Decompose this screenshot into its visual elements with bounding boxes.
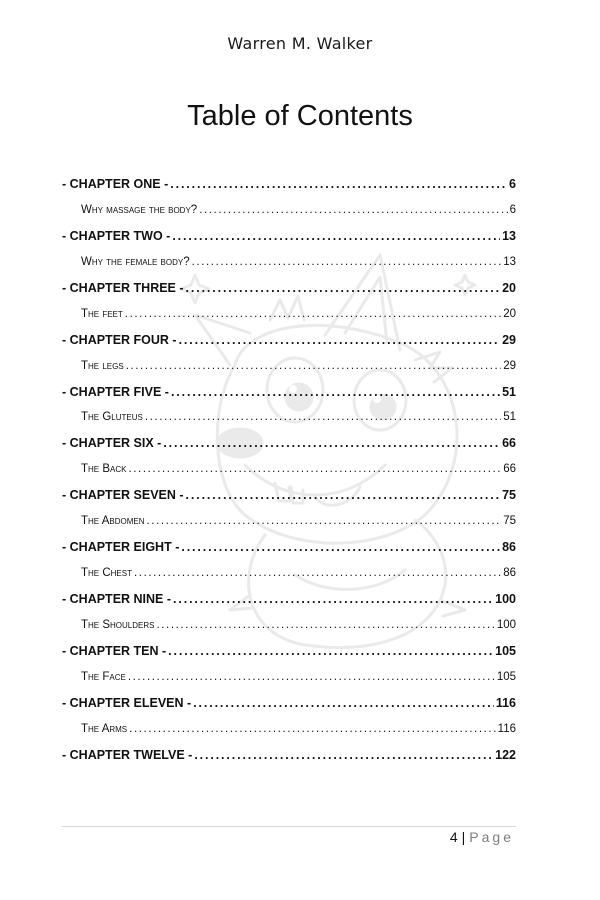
page-footer [450,829,514,845]
dot-leader [134,561,501,587]
dot-leader [126,354,502,380]
dot-leader [125,302,501,328]
toc-entry-page-number: 116 [497,722,516,735]
toc-entry-page-number: 86 [503,567,516,580]
dot-leader [173,587,493,613]
dot-leader [156,613,494,639]
toc-section-entry[interactable] [62,354,516,380]
toc-entry-page-number: 6 [509,177,516,191]
toc-entry-label: The Abdomen [81,515,145,528]
toc-entry-page-number: 13 [503,255,516,268]
toc-entry-page-number: 29 [502,332,516,347]
toc-section-entry[interactable] [62,717,516,743]
toc-entry-label: - CHAPTER NINE - [62,592,172,606]
dot-leader [186,483,501,509]
toc-section-entry[interactable] [62,613,516,639]
toc-chapter-entry[interactable] [62,276,516,302]
toc-chapter-entry[interactable] [62,587,516,613]
toc-chapter-entry[interactable] [62,483,516,509]
toc-entry-page-number: 100 [495,592,516,606]
toc-entry-label: - CHAPTER EIGHT - [62,540,180,555]
page-title: Table of Contents [187,100,413,132]
toc-entry-label: - CHAPTER ELEVEN - [62,695,192,710]
toc-chapter-entry[interactable] [62,743,516,769]
toc-section-entry[interactable] [62,302,516,328]
toc-entry-label: The Face [81,670,126,683]
toc-entry-label: - CHAPTER SIX - [62,436,162,451]
dot-leader [129,717,496,743]
toc-entry-label: - CHAPTER TWELVE - [62,747,193,762]
dot-leader [194,743,493,769]
toc-entry-page-number: 105 [496,670,516,683]
toc-entry-label: - CHAPTER SEVEN - [62,488,184,503]
toc-entry-page-number: 86 [502,540,516,555]
running-header-author: Warren M. Walker [227,34,373,53]
dot-leader [193,691,494,717]
dot-leader [128,665,495,691]
toc-chapter-entry[interactable] [62,691,516,717]
toc-chapter-entry[interactable] [62,224,516,250]
toc-entry-page-number: 29 [503,359,516,372]
toc-entry-label: Why massage the body? [81,203,198,216]
toc-entry-label: The Chest [81,567,132,580]
toc-entry-label: The feet [81,307,123,320]
toc-entry-page-number: 13 [502,228,516,243]
dot-leader [145,405,501,431]
toc-section-entry[interactable] [62,561,516,587]
toc-entry-page-number: 66 [503,463,516,476]
toc-entry-label: The Shoulders [81,618,155,631]
toc-chapter-entry[interactable] [62,172,516,198]
toc-entry-label: - CHAPTER TEN - [62,643,167,658]
toc-entry-page-number: 20 [503,307,516,320]
dot-leader [128,457,501,483]
toc-entry-label: The Arms [81,722,128,735]
toc-entry-page-number: 6 [509,203,516,216]
footer-separator: | [461,829,466,845]
toc-chapter-entry[interactable] [62,328,516,354]
dot-leader [146,509,501,535]
toc-chapter-entry[interactable] [62,639,516,665]
toc-section-entry[interactable] [62,198,516,224]
dot-leader [199,198,507,224]
toc-section-entry[interactable] [62,250,516,276]
dot-leader [170,172,507,198]
toc-entry-page-number: 51 [502,384,516,399]
toc-entry-page-number: 116 [495,695,516,710]
toc-entry-page-number: 122 [495,747,516,762]
toc-entry-label: - CHAPTER THREE - [62,280,184,295]
dot-leader [171,380,500,406]
page-word: Page [469,829,514,845]
toc-entry-label: - CHAPTER ONE - [62,177,169,191]
toc-section-entry[interactable] [62,509,516,535]
toc-entry-label: The Back [81,463,127,476]
toc-entry-label: Why the female body? [81,255,190,268]
dot-leader [181,535,500,561]
toc-section-entry[interactable] [62,457,516,483]
toc-entry-page-number: 66 [502,436,516,451]
toc-entry-label: The Gluteus [81,411,143,424]
dot-leader [163,431,500,457]
toc-section-entry[interactable] [62,665,516,691]
toc-entry-page-number: 105 [495,643,516,658]
dot-leader [192,250,502,276]
toc-entry-label: - CHAPTER FIVE - [62,384,169,399]
page-number: 4 [449,829,458,845]
toc-entry-label: - CHAPTER FOUR - [62,332,177,347]
toc-entry-label: - CHAPTER TWO - [62,228,171,243]
toc-entry-page-number: 100 [496,618,516,631]
toc-entry-label: The legs [81,359,124,372]
dot-leader [186,276,501,302]
toc-chapter-entry[interactable] [62,380,516,406]
footer-divider [62,826,516,827]
toc-entry-page-number: 75 [503,515,516,528]
toc-chapter-entry[interactable] [62,431,516,457]
toc-entry-page-number: 75 [502,488,516,503]
dot-leader [168,639,493,665]
dot-leader [172,224,500,250]
dot-leader [179,328,501,354]
toc-entry-page-number: 51 [503,411,516,424]
toc-entry-page-number: 20 [502,280,516,295]
toc-section-entry[interactable] [62,405,516,431]
toc-chapter-entry[interactable] [62,535,516,561]
table-of-contents-list [62,172,516,769]
